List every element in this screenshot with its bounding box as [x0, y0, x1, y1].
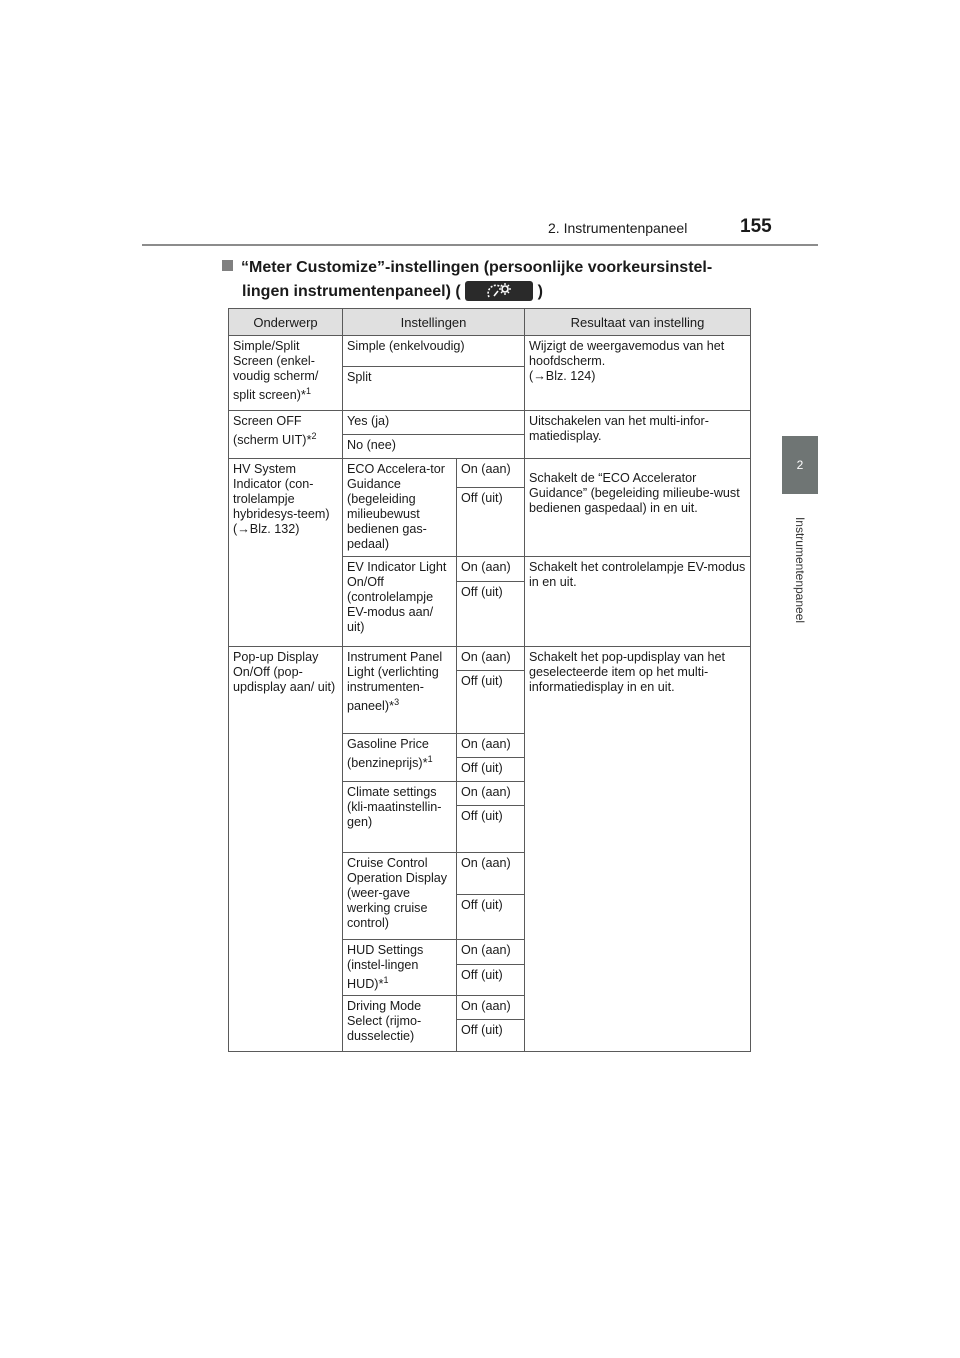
page-number: 155 — [740, 216, 772, 237]
cell-option: Off (uit) — [457, 1020, 525, 1052]
col-header-settings: Instellingen — [343, 309, 525, 336]
cell-option: Split — [343, 367, 525, 411]
table-row — [229, 459, 751, 488]
cell-option: On (aan) — [457, 782, 525, 806]
cell-result: Uitschakelen van het multi-infor-matiedisplay. — [525, 411, 751, 459]
table-row — [229, 336, 751, 367]
cell-subitem: ECO Accelera-tor Guidance (begeleiding milieubewust bedienen gas-pedaal) — [343, 459, 457, 557]
cell-result: Schakelt de “ECO Accelerator Guidance” (begeleiding milieube-wust bedienen gaspedaal) in en uit. — [525, 459, 751, 557]
meter-settings-icon — [465, 281, 533, 301]
cell-item: Screen OFF (scherm UIT)*$^2$ — [229, 411, 343, 459]
chapter-side-label — [783, 505, 817, 635]
cell-result: Schakelt het controlelampje EV-modus in en uit. — [525, 557, 751, 647]
cell-option: On (aan) — [457, 647, 525, 671]
square-bullet-icon — [222, 260, 233, 271]
cell-item: Simple/Split Screen (enkel-voudig scherm/ split screen)*$^1$ — [229, 336, 343, 411]
cell-option: Off (uit) — [457, 758, 525, 782]
cell-subitem: Instrument Panel Light (verlichting instrumenten-paneel)*$^3$ — [343, 647, 457, 734]
settings-table — [228, 308, 751, 1052]
cell-item: HV System Indicator (con-trolelampje hybridesys-teem) (→Blz. 132) — [229, 459, 343, 647]
cell-option: Off (uit) — [457, 671, 525, 734]
chapter-label: Instrumentenpaneel — [793, 516, 808, 624]
chapter-number: 2 — [796, 458, 804, 472]
cell-result: Schakelt het pop-updisplay van het geselecteerde item op het multi-informatiedisplay in en uit. — [525, 647, 751, 1052]
table-row — [229, 647, 751, 671]
cell-subitem: HUD Settings (instel-lingen HUD)*$^1$ — [343, 940, 457, 996]
cell-item: Pop-up Display On/Off (pop-updisplay aan/ uit) — [229, 647, 343, 1052]
chapter-tab — [782, 436, 818, 494]
title-line1: “Meter Customize”-instellingen (persoonlijke voorkeursinstel- — [241, 259, 713, 276]
table-header-row — [229, 309, 751, 336]
cell-option: Simple (enkelvoudig) — [343, 336, 525, 367]
cell-subitem: EV Indicator Light On/Off (controlelampje EV-modus aan/ uit) — [343, 557, 457, 647]
cell-option: On (aan) — [457, 734, 525, 758]
header-rule — [142, 244, 818, 246]
cell-option: Off (uit) — [457, 806, 525, 853]
cell-option: Off (uit) — [457, 488, 525, 557]
title-line2-start: lingen instrumentenpaneel) ( — [242, 283, 461, 300]
cell-subitem: Gasoline Price (benzineprijs)*$^1$ — [343, 734, 457, 782]
col-header-result: Resultaat van instelling — [525, 309, 751, 336]
cell-option: On (aan) — [457, 940, 525, 965]
running-header-section: 2. Instrumentenpaneel — [548, 220, 688, 236]
cell-option: On (aan) — [457, 996, 525, 1020]
cell-subitem: Driving Mode Select (rijmo-dusselectie) — [343, 996, 457, 1052]
cell-option: Yes (ja) — [343, 411, 525, 435]
cell-option: Off (uit) — [457, 582, 525, 647]
section-title — [222, 256, 762, 304]
table-row — [229, 411, 751, 435]
col-header-item: Onderwerp — [229, 309, 343, 336]
cell-option: No (nee) — [343, 435, 525, 459]
cell-option: On (aan) — [457, 459, 525, 488]
cell-result: Wijzigt de weergavemodus van het hoofdscherm. (→Blz. 124) — [525, 336, 751, 411]
cell-subitem: Cruise Control Operation Display (weer-gave werking cruise control) — [343, 853, 457, 940]
cell-option: Off (uit) — [457, 895, 525, 940]
cell-subitem: Climate settings (kli-maatinstellin-gen) — [343, 782, 457, 853]
cell-option: On (aan) — [457, 853, 525, 895]
title-line2-end: ) — [537, 283, 543, 300]
cell-option: On (aan) — [457, 557, 525, 582]
cell-option: Off (uit) — [457, 964, 525, 996]
